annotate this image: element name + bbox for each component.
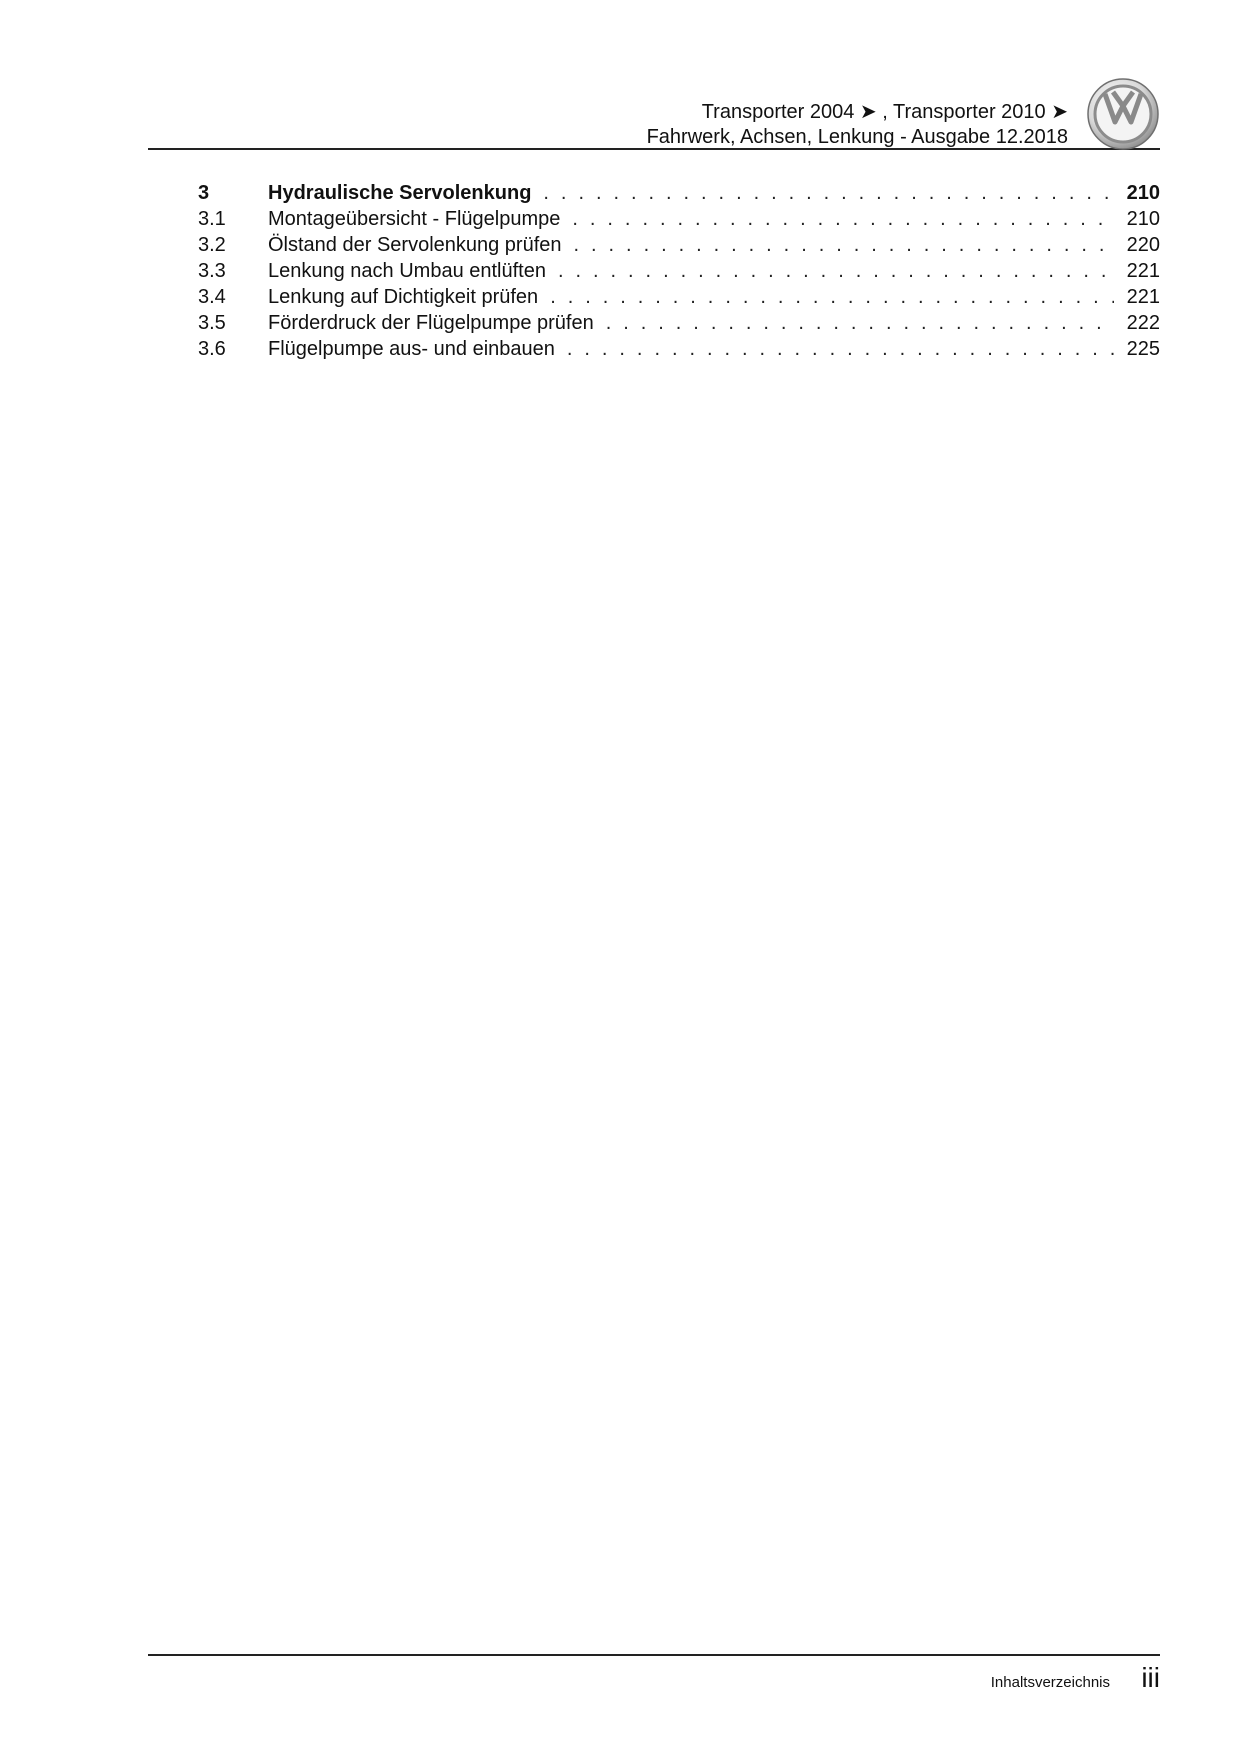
toc-entry[interactable]: [198, 284, 1160, 310]
toc-entry[interactable]: [198, 206, 1160, 232]
header-rule: [148, 148, 1160, 150]
toc-title: Hydraulische Servolenkung: [268, 180, 543, 206]
vw-logo-icon: [1087, 78, 1159, 150]
toc-page: 225: [1126, 338, 1160, 360]
toc-number: 3.1: [198, 208, 226, 230]
toc-page: 221: [1126, 286, 1160, 308]
toc-number: 3.4: [198, 286, 226, 308]
toc-number: 3.6: [198, 338, 226, 360]
header-text: [647, 100, 1068, 150]
toc-title: Lenkung nach Umbau entlüften: [268, 258, 558, 284]
toc-page: 210: [1126, 182, 1160, 204]
toc-entry[interactable]: [198, 336, 1160, 362]
toc-number: 3.3: [198, 260, 226, 282]
toc-title: Ölstand der Servolenkung prüfen: [268, 232, 574, 258]
page-header: [0, 0, 1240, 160]
toc-leader: [606, 310, 1114, 336]
toc-leader: [574, 232, 1114, 258]
toc-leader: [543, 180, 1114, 206]
toc-leader: [558, 258, 1114, 284]
toc-entry[interactable]: [198, 258, 1160, 284]
toc-number: 3.5: [198, 312, 226, 334]
toc-page: 220: [1126, 234, 1160, 256]
toc-number: 3: [198, 182, 210, 204]
footer-rule: [148, 1654, 1160, 1656]
header-subtitle: Fahrwerk, Achsen, Lenkung - Ausgabe 12.2018: [646, 126, 1068, 148]
toc-entry-chapter[interactable]: [198, 180, 1160, 206]
footer-page-number: iii: [1141, 1662, 1160, 1693]
toc-leader: [567, 336, 1114, 362]
toc-leader: [550, 284, 1114, 310]
header-models: Transporter 2004 ➤ , Transporter 2010 ➤: [701, 101, 1068, 123]
toc-title: Förderdruck der Flügelpumpe prüfen: [268, 310, 606, 336]
footer-section-label: Inhaltsverzeichnis: [990, 1674, 1110, 1691]
toc-page: 222: [1126, 312, 1160, 334]
toc-page: 210: [1126, 208, 1160, 230]
toc-page: 221: [1126, 260, 1160, 282]
toc-number: 3.2: [198, 234, 226, 256]
toc-title: Montageübersicht - Flügelpumpe: [268, 206, 572, 232]
toc-entry[interactable]: [198, 310, 1160, 336]
toc-title: Flügelpumpe aus- und einbauen: [268, 336, 567, 362]
table-of-contents: [198, 180, 1160, 362]
toc-title: Lenkung auf Dichtigkeit prüfen: [268, 284, 550, 310]
toc-entry[interactable]: [198, 232, 1160, 258]
toc-leader: [572, 206, 1114, 232]
